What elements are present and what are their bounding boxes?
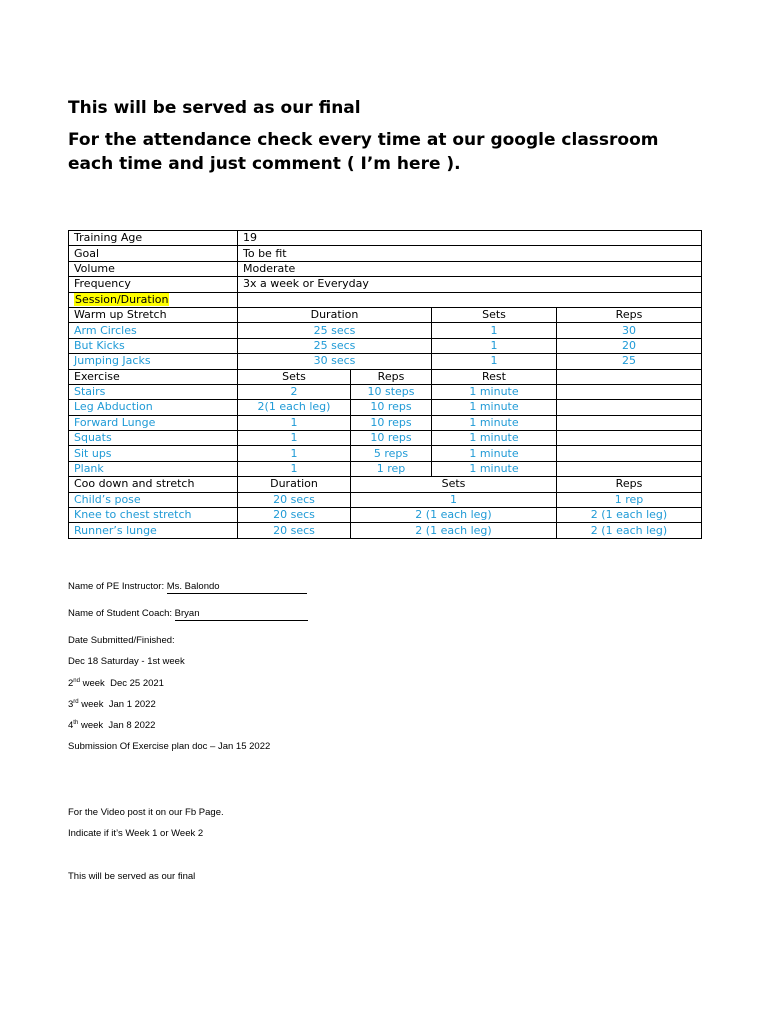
table-cell: 2 (1 each leg): [351, 508, 557, 523]
table-cell: 30: [557, 323, 702, 338]
column-header: Warm up Stretch: [69, 307, 238, 322]
week-indicate-instruction: Indicate if it’s Week 1 or Week 2: [68, 828, 204, 839]
coach-name: Bryan: [175, 608, 308, 621]
table-cell: 1 rep: [351, 461, 432, 476]
week-number: 4: [68, 720, 74, 731]
table-cell: Sit ups: [69, 446, 238, 461]
table-cell: [557, 384, 702, 399]
instructor-line: [68, 581, 307, 594]
exercise-plan-table: [68, 230, 702, 539]
table-cell: 2 (1 each leg): [351, 523, 557, 538]
table-cell: 25 secs: [238, 338, 432, 353]
table-cell: 1 minute: [432, 384, 557, 399]
table-cell: 2: [238, 384, 351, 399]
table-cell: 1: [238, 415, 351, 430]
week-2-entry: [68, 678, 164, 690]
info-label: [69, 292, 238, 307]
table-cell: 10 reps: [351, 415, 432, 430]
table-cell: 2(1 each leg): [238, 400, 351, 415]
cooldown-row: [69, 508, 702, 523]
column-header: Exercise: [69, 369, 238, 384]
table-cell: 1 minute: [432, 415, 557, 430]
table-cell: Jumping Jacks: [69, 354, 238, 369]
info-row: [69, 292, 702, 307]
table-cell: 1: [351, 492, 557, 507]
table-cell: 2 (1 each leg): [557, 508, 702, 523]
table-cell: 1: [432, 354, 557, 369]
info-label: Frequency: [69, 277, 238, 292]
ordinal-suffix: th: [73, 719, 79, 726]
exercise-row: [69, 431, 702, 446]
table-cell: [557, 431, 702, 446]
coach-label: Name of Student Coach:: [68, 608, 175, 619]
week-3-entry: [68, 699, 156, 711]
week-text: week Jan 1 2022: [78, 699, 156, 710]
exercise-header-row: [69, 369, 702, 384]
week-number: 3: [68, 699, 74, 710]
table-cell: 1: [238, 431, 351, 446]
info-row: [69, 277, 702, 292]
table-cell: Plank: [69, 461, 238, 476]
instructor-label: Name of PE Instructor:: [68, 581, 167, 592]
table-cell: Knee to chest stretch: [69, 508, 238, 523]
column-header: Reps: [351, 369, 432, 384]
table-cell: 1: [238, 461, 351, 476]
info-label: Training Age: [69, 231, 238, 246]
week-text: week Dec 25 2021: [79, 678, 164, 689]
table-cell: 25: [557, 354, 702, 369]
table-cell: Forward Lunge: [69, 415, 238, 430]
highlighted-label: Session/Duration: [75, 292, 169, 306]
table-cell: 1 rep: [557, 492, 702, 507]
info-label: Goal: [69, 246, 238, 261]
video-instruction: For the Video post it on our Fb Page.: [68, 807, 224, 818]
table-cell: Squats: [69, 431, 238, 446]
cooldown-row: [69, 523, 702, 538]
info-row: [69, 261, 702, 276]
final-note: This will be served as our final: [68, 871, 196, 882]
exercise-row: [69, 461, 702, 476]
week-text: week Jan 8 2022: [78, 720, 156, 731]
column-header: Sets: [238, 369, 351, 384]
info-value: Moderate: [238, 261, 702, 276]
exercise-row: [69, 446, 702, 461]
column-header: Coo down and stretch: [69, 477, 238, 492]
column-header: Sets: [351, 477, 557, 492]
table-cell: 1 minute: [432, 446, 557, 461]
info-value: 3x a week or Everyday: [238, 277, 702, 292]
info-row: [69, 231, 702, 246]
table-cell: 30 secs: [238, 354, 432, 369]
table-cell: 20 secs: [238, 492, 351, 507]
coach-line: [68, 608, 308, 621]
table-cell: 20 secs: [238, 508, 351, 523]
table-cell: 2 (1 each leg): [557, 523, 702, 538]
table-cell: Arm Circles: [69, 323, 238, 338]
column-header: Rest: [432, 369, 557, 384]
table-cell: [557, 400, 702, 415]
warmup-header-row: [69, 307, 702, 322]
column-header: Duration: [238, 477, 351, 492]
table-cell: [557, 415, 702, 430]
table-cell: [557, 446, 702, 461]
week-number: 2: [68, 678, 74, 689]
table-cell: 1 minute: [432, 431, 557, 446]
info-label: Volume: [69, 261, 238, 276]
ordinal-suffix: nd: [73, 677, 80, 684]
warmup-row: [69, 323, 702, 338]
table-cell: 1 minute: [432, 400, 557, 415]
table-cell: 1: [432, 338, 557, 353]
info-row: [69, 246, 702, 261]
attendance-instruction: For the attendance check every time at our google classroom each time and just comment ( I’m here ).: [68, 130, 659, 174]
exercise-row: [69, 384, 702, 399]
week-4-entry: [68, 720, 155, 732]
page-title: This will be served as our final: [68, 98, 361, 118]
table-cell: 1: [432, 323, 557, 338]
exercise-row: [69, 415, 702, 430]
ordinal-suffix: rd: [73, 698, 79, 705]
column-header: Duration: [238, 307, 432, 322]
table-cell: Child’s pose: [69, 492, 238, 507]
date-label: Date Submitted/Finished:: [68, 635, 175, 646]
cooldown-header-row: [69, 477, 702, 492]
table-cell: 10 steps: [351, 384, 432, 399]
instructor-name: Ms. Balondo: [167, 581, 307, 594]
table-cell: 1: [238, 446, 351, 461]
warmup-row: [69, 354, 702, 369]
table-cell: 25 secs: [238, 323, 432, 338]
warmup-row: [69, 338, 702, 353]
table-cell: [557, 461, 702, 476]
info-value: To be fit: [238, 246, 702, 261]
exercise-row: [69, 400, 702, 415]
table-cell: 10 reps: [351, 400, 432, 415]
table-cell: 20: [557, 338, 702, 353]
table-cell: 1 minute: [432, 461, 557, 476]
week-1-entry: Dec 18 Saturday - 1st week: [68, 656, 185, 667]
table-cell: But Kicks: [69, 338, 238, 353]
table-cell: Runner’s lunge: [69, 523, 238, 538]
column-header: Reps: [557, 307, 702, 322]
column-header: [557, 369, 702, 384]
info-value: 19: [238, 231, 702, 246]
table-cell: 10 reps: [351, 431, 432, 446]
submission-entry: Submission Of Exercise plan doc – Jan 15 2022: [68, 741, 271, 752]
column-header: Reps: [557, 477, 702, 492]
table-cell: 20 secs: [238, 523, 351, 538]
cooldown-row: [69, 492, 702, 507]
table-cell: 5 reps: [351, 446, 432, 461]
table-cell: Leg Abduction: [69, 400, 238, 415]
column-header: Sets: [432, 307, 557, 322]
info-value: [238, 292, 702, 307]
table-cell: Stairs: [69, 384, 238, 399]
